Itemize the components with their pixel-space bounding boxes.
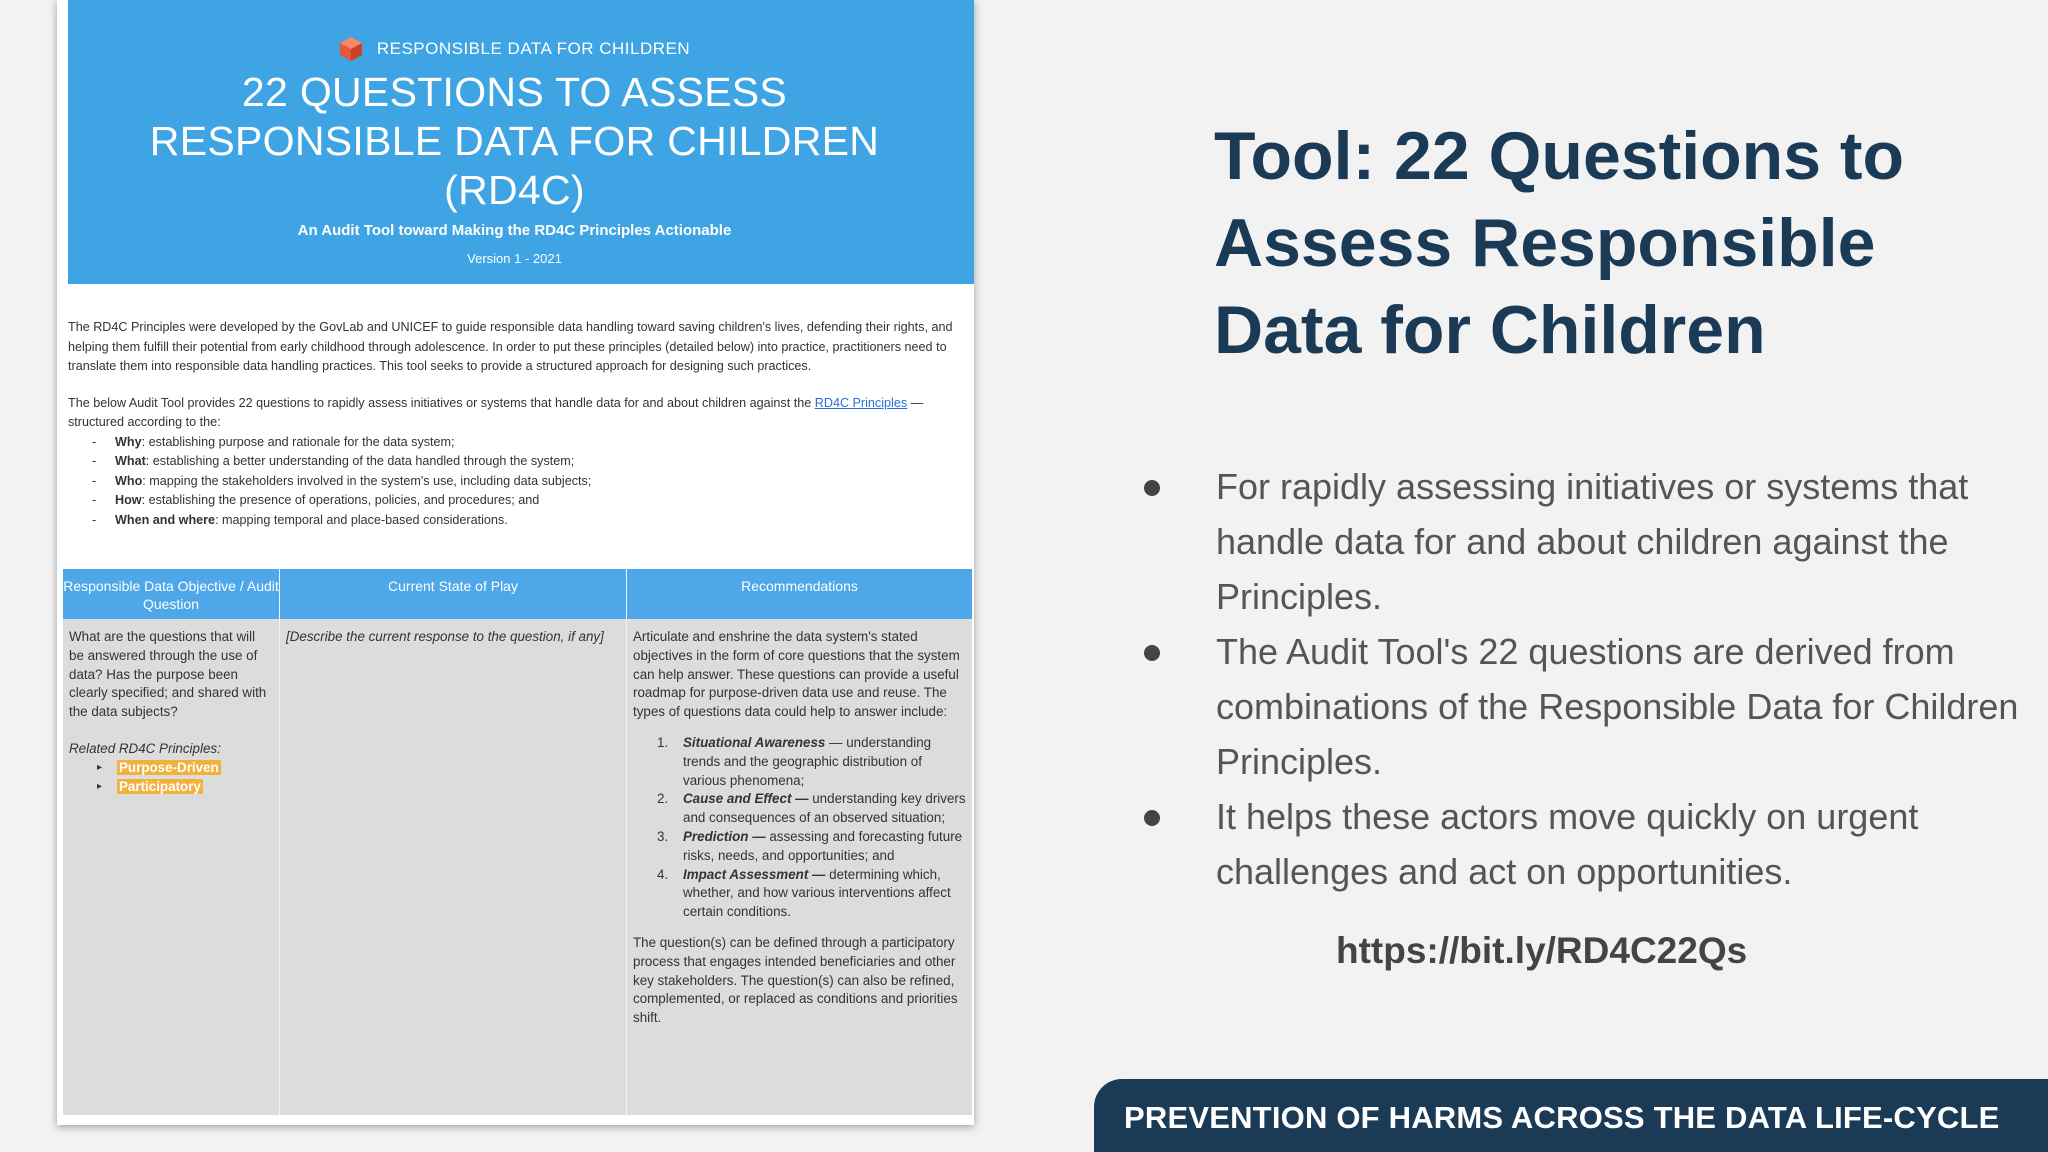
recommendations-cell	[626, 619, 972, 1115]
table-header-recommendations: Recommendations	[626, 569, 972, 619]
principle-chip: Participatory	[119, 778, 201, 794]
tool-url-link[interactable]: https://bit.ly/RD4C22Qs	[1336, 930, 1748, 971]
bullet-item: For rapidly assessing initiatives or systems that handle data for and about children against the Principles.	[1140, 459, 2020, 624]
table-header-row	[63, 569, 972, 619]
audit-intro: The below Audit Tool provides 22 questions to rapidly assess initiatives or systems that handle data for and about children against the RD4C Principles — structured according to the:	[68, 395, 924, 429]
current-state-cell: [Describe the current response to the question, if any]	[279, 619, 626, 1115]
question-dimension-list	[68, 433, 968, 531]
table-header-current-state: Current State of Play	[279, 569, 626, 619]
document-kicker: RESPONSIBLE DATA FOR CHILDREN	[376, 39, 691, 58]
related-principles-list	[93, 759, 273, 797]
bullet-icon	[1144, 810, 1160, 826]
footer-banner	[1094, 1079, 2048, 1152]
list-item: 1. Situational Awareness — understanding trends and the geographic distribution of various phenomena;	[657, 734, 932, 788]
audit-table	[63, 569, 972, 1115]
list-item: - Why: establishing purpose and rationale for the data system;	[68, 433, 968, 453]
related-principles-label: Related RD4C Principles:	[69, 740, 221, 756]
document-version: Version 1 - 2021	[467, 251, 562, 266]
list-item: 3. Prediction — assessing and forecasting future risks, needs, and opportunities; and	[657, 828, 963, 863]
principle-chip: Purpose-Driven	[119, 759, 219, 775]
list-item: - What: establishing a better understanding of the data handled through the system;	[68, 452, 968, 472]
footer-text: PREVENTION OF HARMS ACROSS THE DATA LIFE-CYCLE	[1124, 1100, 2000, 1135]
list-item: - When and where: mapping temporal and place-based considerations.	[68, 511, 968, 531]
document-subtitle: An Audit Tool toward Making the RD4C Principles Actionable	[297, 222, 732, 239]
objective-cell	[63, 619, 279, 1115]
list-item: 4. Impact Assessment — determining which, whether, and how various interventions affect certain conditions.	[657, 866, 951, 920]
recommendations-intro: Articulate and enshrine the data system's stated objectives in the form of core questions that the system can help answer. These questions can provide a useful roadmap for purpose-driven data use and reuse. The types of questions data could help to answer include:	[633, 629, 960, 720]
table-row	[63, 619, 972, 1115]
rd4c-cube-icon	[339, 36, 363, 62]
bullet-icon	[1144, 480, 1160, 496]
bullet-item: It helps these actors move quickly on urgent challenges and act on opportunities.	[1140, 789, 2020, 899]
question-types-list	[633, 734, 966, 922]
document-body	[68, 318, 968, 530]
bullet-item: The Audit Tool's 22 questions are derived from combinations of the Responsible Data for Children Principles.	[1140, 624, 2020, 789]
document-intro: The RD4C Principles were developed by the GovLab and UNICEF to guide responsible data handling toward saving children's lives, defending their rights, and helping them fulfill their potential from early childhood through adolescence. In order to put these principles (detailed below) into practice, practitioners need to translate them into responsible data handling practices. This tool seeks to provide a structured approach for designing such practices.	[68, 320, 953, 373]
rd4c-principles-link[interactable]: RD4C Principles	[814, 395, 908, 410]
list-item: - Who: mapping the stakeholders involved in the system's use, including data subjects;	[68, 472, 968, 492]
bullet-icon	[1144, 645, 1160, 661]
table-header-objective: Responsible Data Objective / Audit Question	[63, 578, 279, 612]
document-title: 22 QUESTIONS TO ASSESS RESPONSIBLE DATA FOR CHILDREN (RD4C)	[149, 69, 880, 213]
document-preview	[57, 0, 974, 1125]
document-banner	[68, 0, 974, 284]
slide-bullet-list	[1140, 459, 2020, 899]
list-item: 2. Cause and Effect — understanding key drivers and consequences of an observed situation;	[657, 791, 966, 826]
list-item: - How: establishing the presence of operations, policies, and procedures; and	[68, 491, 968, 511]
recommendations-outro: The question(s) can be defined through a participatory process that engages intended beneficiaries and other key stakeholders. The question(s) can also be refined, complemented, or replaced as conditions and priorities shift.	[633, 934, 958, 1026]
slide-title: Tool: 22 Questions to Assess Responsible Data for Children	[1214, 118, 1905, 368]
audit-question: What are the questions that will be answered through the use of data? Has the purpose been clearly specified; and shared with the data subjects?	[69, 629, 267, 720]
